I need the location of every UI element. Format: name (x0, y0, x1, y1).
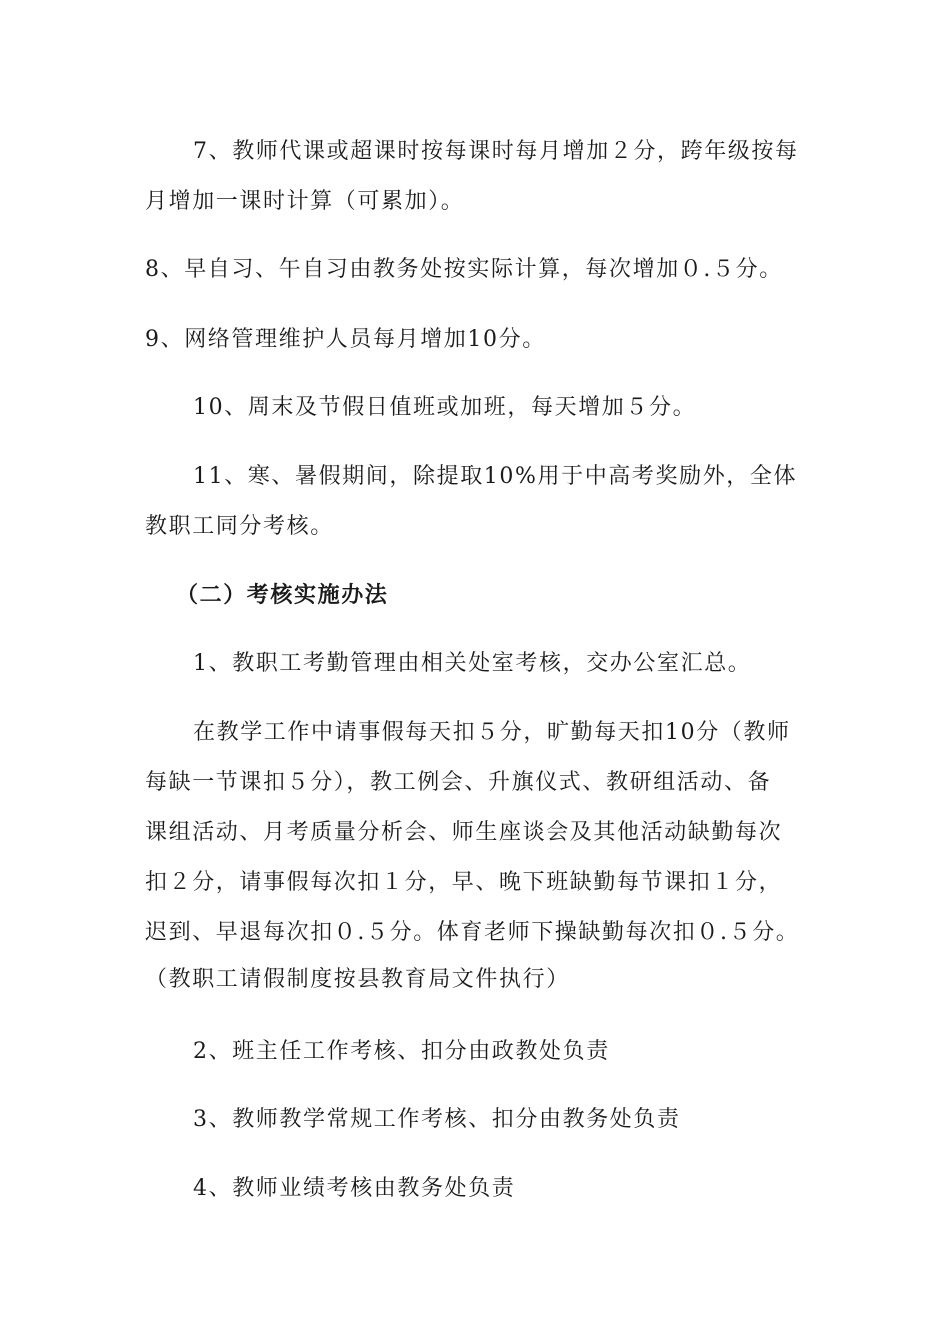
paragraph-line: 1、教职工考勤管理由相关处室考核，交办公室汇总。 (193, 651, 752, 676)
paragraph-line: 4、教师业绩考核由教务处负责 (193, 1176, 516, 1201)
paragraph-line: 3、教师教学常规工作考核、扣分由教务处负责 (193, 1107, 681, 1132)
paragraph-line: 每缺一节课扣５分），教工例会、升旗仪式、教研组活动、备 (145, 770, 772, 795)
paragraph-line: 11、寒、暑假期间，除提取10%用于中高考奖励外，全体 (193, 464, 798, 489)
section-heading: （二）考核实施办法 (176, 582, 389, 608)
paragraph-line: 8、早自习、午自习由教务处按实际计算，每次增加０.５分。 (145, 257, 783, 282)
paragraph-line: 9、网络管理维护人员每月增加10分。 (145, 327, 546, 352)
paragraph-line: 迟到、早退每次扣０.５分。体育老师下操缺勤每次扣０.５分。 (145, 920, 800, 945)
paragraph-line: 2、班主任工作考核、扣分由政教处负责 (193, 1039, 610, 1064)
paragraph-line: 课组活动、月考质量分析会、师生座谈会及其他活动缺勤每次 (145, 820, 783, 845)
paragraph-line: 10、周末及节假日值班或加班，每天增加５分。 (193, 395, 697, 420)
paragraph-line: 月增加一课时计算（可累加）。 (145, 189, 465, 214)
paragraph-line: （教职工请假制度按县教育局文件执行） (145, 967, 570, 992)
paragraph-line: 扣２分，请事假每次扣１分，早、晚下班缺勤每节课扣１分， (145, 870, 783, 895)
paragraph-line: 教职工同分考核。 (145, 514, 334, 539)
paragraph-line: 7、教师代课或超课时按每课时每月增加２分，跨年级按每 (193, 139, 799, 164)
paragraph-line: 在教学工作中请事假每天扣５分，旷勤每天扣10分（教师 (193, 720, 791, 745)
